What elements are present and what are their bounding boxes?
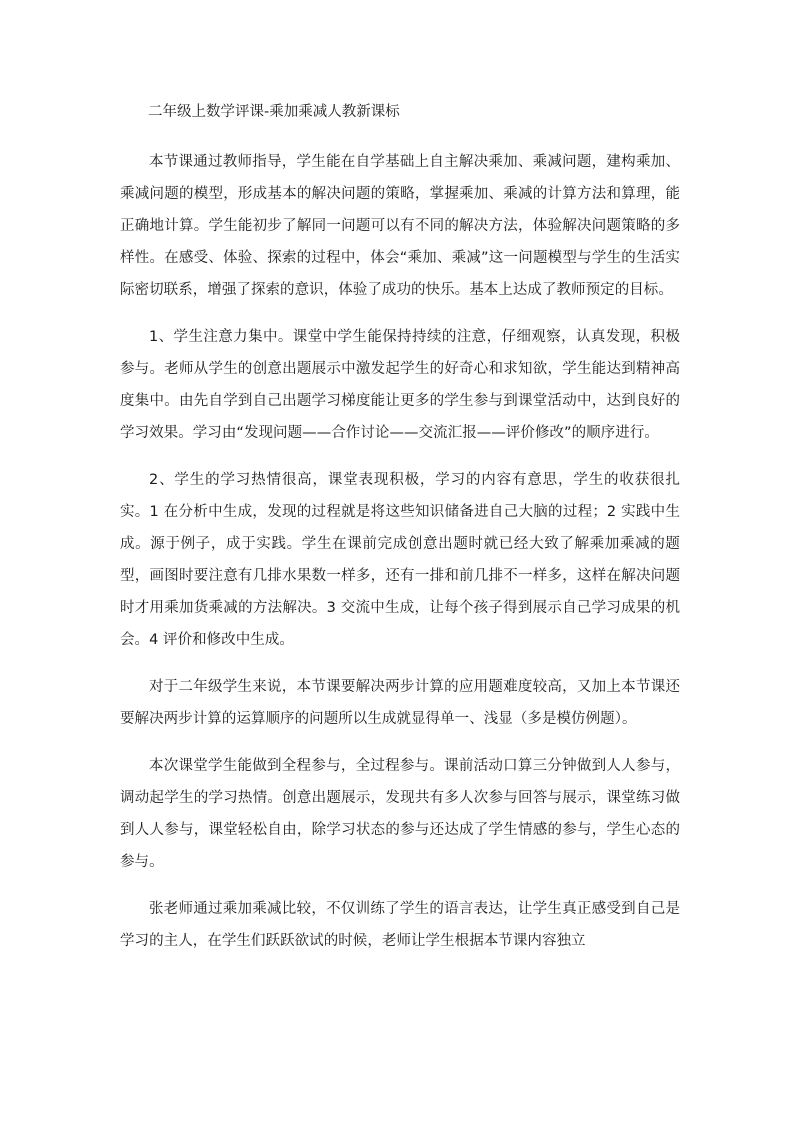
document-body — [120, 96, 680, 972]
paragraph-goals-summary: 本节课通过教师指导，学生能在自学基础上自主解决乘加、乘减问题，建构乘加、乘减问题的模型，形成基本的解决问题的策略，掌握乘加、乘减的计算方法和算理，能正确地计算。学生能初步了解同一问题可以有不同的解决方法，体验解决问题策略的多样性。在感受、体验、探索的过程中，体会“乘加、乘减”这一问题模型与学生的生活实际密切联系，增强了探索的意识，体验了成功的快乐。基本上达成了教师预定的目标。 — [120, 154, 680, 298]
paragraph-point-2-enthusiasm: 2、学生的学习热情很高，课堂表现积极，学习的内容有意思，学生的收获很扎实。1 在分析中生成，发现的过程就是将这些知识储备进自己大脑的过程；2 实践中生成。源于例子，成于实践。学生在课前完成创意出题时就已经大致了解乘加乘减的题型，画图时要注意有几排水果数一样多，还有一排和前几排不一样多，这样在解决问题时才用乘加货乘减的方法解决。3 交流中生成，让每个孩子得到展示自己学习成果的机会。4 评价和修改中生成。 — [120, 472, 680, 648]
paragraph-difficulty: 对于二年级学生来说，本节课要解决两步计算的应用题难度较高，又加上本节课还要解决两步计算的运算顺序的问题所以生成就显得单一、浅显（多是模仿例题）。 — [120, 679, 680, 727]
paragraph-teacher-comparison: 张老师通过乘加乘减比较，不仅训练了学生的语言表达，让学生真正感受到自己是学习的主人，在学生们跃跃欲试的时候，老师让学生根据本节课内容独立 — [120, 901, 680, 949]
document-title: 二年级上数学评课-乘加乘减人教新课标 — [148, 104, 400, 120]
paragraph-point-1-attention: 1、学生注意力集中。课堂中学生能保持持续的注意，仔细观察，认真发现，积极参与。老师从学生的创意出题展示中激发起学生的好奇心和求知欲，学生能达到精神高度集中。由先自学到自己出题学习梯度能让更多的学生参与到课堂活动中，达到良好的学习效果。学习由“发现问题——合作讨论——交流汇报——评价修改”的顺序进行。 — [120, 329, 680, 441]
paragraph-participation: 本次课堂学生能做到全程参与，全过程参与。课前活动口算三分钟做到人人参与，调动起学生的学习热情。创意出题展示，发现共有多人次参与回答与展示，课堂练习做到人人参与，课堂轻松自由，除学习状态的参与还达成了学生情感的参与，学生心态的参与。 — [120, 758, 680, 870]
